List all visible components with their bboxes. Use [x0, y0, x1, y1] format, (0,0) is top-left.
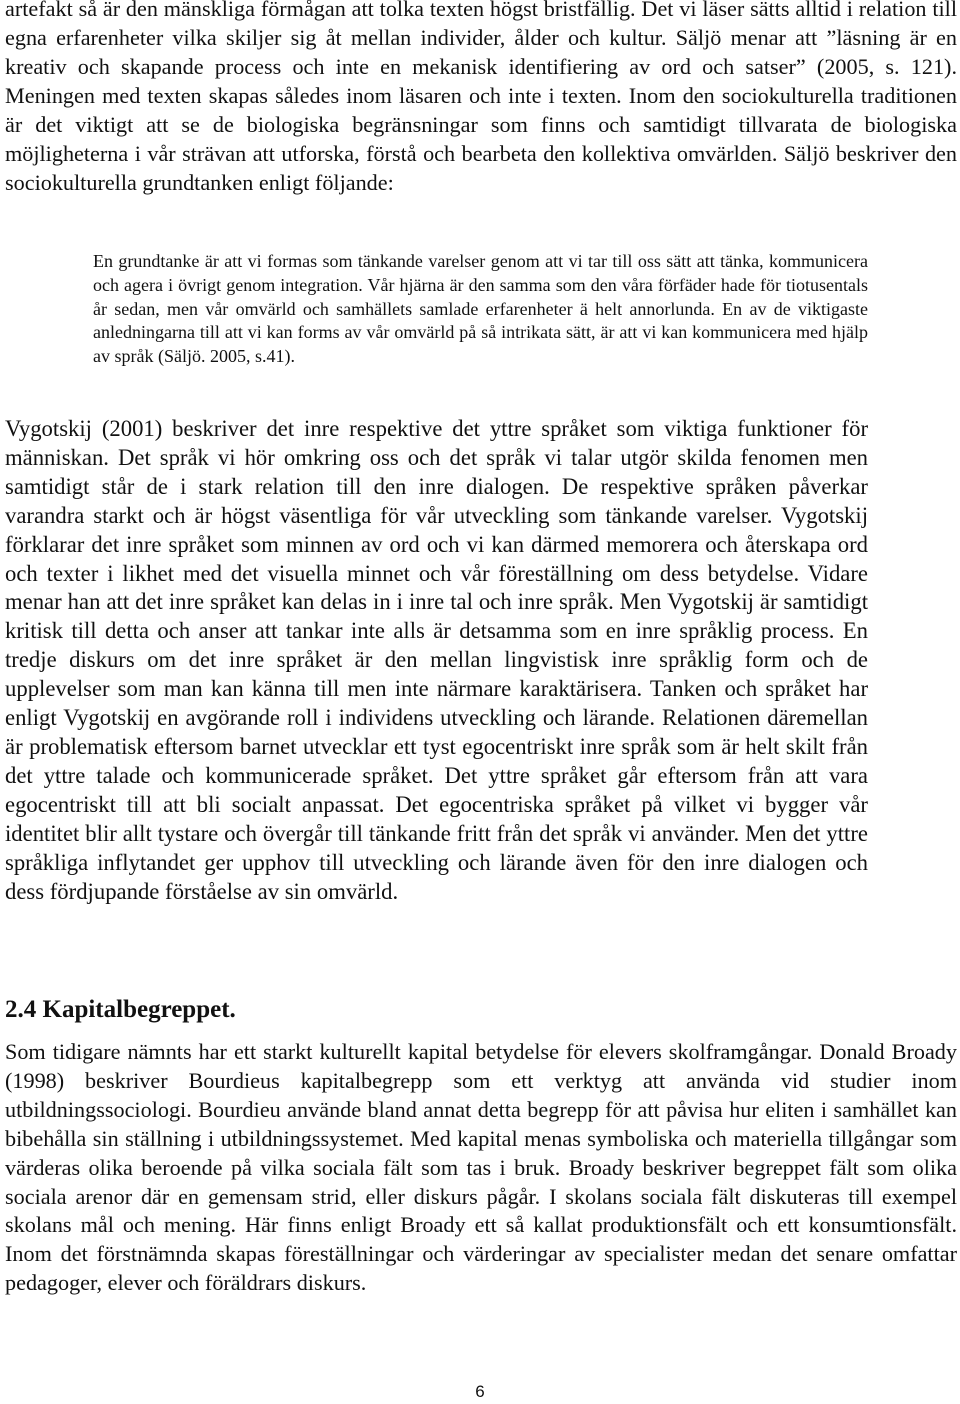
- block-quote: En grundtanke är att vi formas som tänkande varelser genom att vi tar till oss sätt att tänka, kommunicera och agera i övrigt genom integration. Vår hjärna är den samma som den våra förfäder hade för tiotusentals år sedan, men vår omvärld och samhällets samlade erfarenheter ä helt annorlunda. En av de viktigaste anledningarna till att vi kan forms av vår omvärld på så intrikata sätt, är att vi kan kommunicera med hjälp av språk (Säljö. 2005, s.41).: [93, 251, 868, 367]
- kapital-paragraph: Som tidigare nämnts har ett starkt kulturellt kapital betydelse för elevers skolframgångar. Donald Broady (1998) beskriver Bourdieus kapitalbegrepp som ett verktyg att använda vid studier inom utbildningssociologi. Bourdieu använde bland annat detta begrepp för att påvisa hur eliten i samhället kan bibehålla sin ställning i utbildningssystemet. Med kapital menas symboliska och materiella tillgångar som värderas olika beroende på vilka sociala fält som tas i bruk. Broady beskriver begreppet fält som olika sociala arenor där en gemensam strid, eller diskurs pågår. I skolans sociala fält diskuteras till exempel skolans mål och mening. Här finns enligt Broady ett så kallat produktionsfält och ett konsumtionsfält. Inom det förstnämnda skapas föreställningar och värderingar av specialister medan det senare omfattar pedagoger, elever och föräldrars diskurs.: [5, 1039, 957, 1296]
- section-heading: 2.4 Kapitalbegreppet.: [5, 996, 236, 1023]
- page-number: 6: [475, 1382, 485, 1401]
- intro-paragraph: artefakt så är den mänskliga förmågan att tolka texten högst bristfällig. Det vi läser sätts alltid i relation till egna erfarenheter vilka skiljer sig åt mellan individer, ålder och kultur. Säljö menar att ”läsning är en kreativ och skapande process och inte en mekanisk identifiering av ord och satser” (2005, s. 121). Meningen med texten skapas således inom läsaren och inte i texten. Inom den sociokulturella traditionen är det viktigt att se de biologiska begränsningar som finns och samtidigt tillvarata de biologiska möjligheterna i vår strävan att utforska, förstå och bearbeta den kollektiva omvärlden. Säljö beskriver den sociokulturella grundtanken enligt följande:: [5, 0, 957, 195]
- vygotskij-paragraph: Vygotskij (2001) beskriver det inre respektive det yttre språket som viktiga funktioner för människan. Det språk vi hör omkring oss och det språk vi talar utgör skilda fenomen men samtidigt står de i stark relation till den inre dialogen. De respektive språken påverkar varandra starkt och är högst väsentliga för vår utveckling som tänkande varelser. Vygotskij förklarar det inre språket som minnen av ord och vi kan därmed memorera och återskapa ord och texter i likhet med det visuella minnet och vår föreställning om dess betydelse. Vidare menar han att det inre språket kan delas in i inre tal och inre språk. Men Vygotskij är samtidigt kritisk till detta och anser att tankar inte alls är detsamma som en inre språklig process. En tredje diskurs om det inre språket är den mellan lingvistisk inre språklig form och de upplevelser som man kan känna till men inte närmare karaktärisera. Tanken och språket har enligt Vygotskij en avgörande roll i individens utveckling och lärande. Relationen däremellan är problematisk eftersom barnet utvecklar ett tyst egocentriskt inre språk som är helt skilt från det yttre talade och kommunicerade språket. Det yttre språket går eftersom från att vara egocentriskt till att bli socialt anpassat. Det egocentriska språket på vilket vi bygger vår identitet blir allt tystare och övergår till tänkande fritt från det språk vi använder. Men det yttre språkliga inflytandet ger upphov till utveckling och lärande även för den inre dialogen och dess fördjupande förståelse av sin omvärld.: [5, 416, 868, 904]
